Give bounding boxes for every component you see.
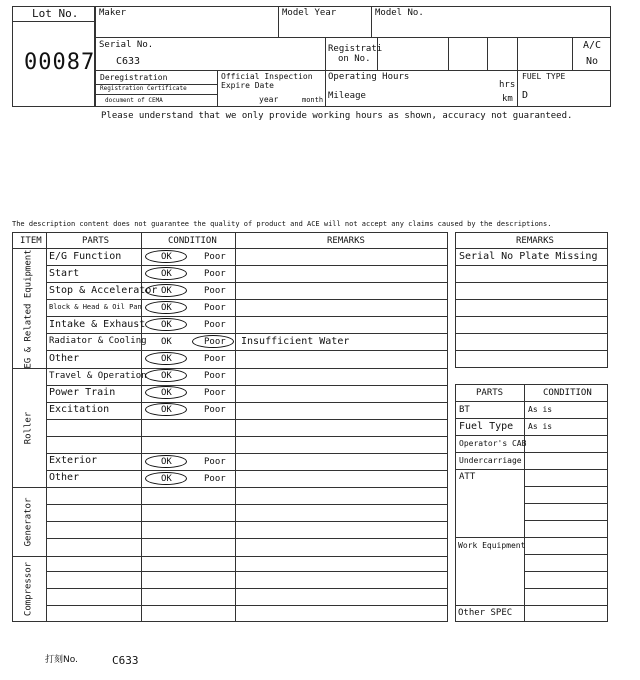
- ok-label: OK: [161, 337, 172, 347]
- poor-label: Poor: [204, 252, 226, 262]
- maker-label: Maker: [99, 8, 127, 18]
- condition-header: CONDITION: [543, 388, 592, 398]
- fuel-type-part-value: As is: [528, 422, 553, 431]
- ok-label: OK: [161, 371, 172, 381]
- serial-no-label: Serial No.: [99, 40, 154, 50]
- ok-label: OK: [161, 388, 172, 398]
- fuel-type-label: FUEL TYPE: [522, 72, 566, 81]
- inspection-label-2: Expire Date: [221, 81, 274, 90]
- ok-label: OK: [161, 320, 172, 330]
- section-label-generator: Generator: [23, 497, 34, 547]
- mileage-label: Mileage: [328, 91, 366, 101]
- work-equipment-label: Work Equipment: [458, 541, 526, 550]
- fuel-type-part-label: Fuel Type: [459, 421, 514, 432]
- ok-label: OK: [161, 405, 172, 415]
- cema-label: document of CEMA: [105, 97, 163, 104]
- parts-header: PARTS: [476, 388, 504, 398]
- poor-label: Poor: [204, 303, 226, 313]
- ok-label: OK: [161, 474, 172, 484]
- ac-label: A/C: [583, 40, 602, 51]
- part-label: Other: [49, 472, 80, 483]
- part-label: Excitation: [49, 404, 110, 415]
- part-label: Radiator & Cooling: [49, 336, 147, 346]
- stamp-no-label: 打刻No.: [45, 655, 78, 665]
- inspection-label-1: Official Inspection: [221, 72, 313, 81]
- poor-label: Poor: [204, 371, 226, 381]
- part-label: E/G Function: [49, 251, 122, 262]
- ok-label: OK: [161, 269, 172, 279]
- month-label: month: [302, 96, 324, 104]
- model-year-label: Model Year: [282, 8, 337, 18]
- poor-label: Poor: [204, 474, 226, 484]
- poor-label: Poor: [204, 320, 226, 330]
- fuel-type-value: D: [522, 90, 529, 101]
- poor-label: Poor: [204, 405, 226, 415]
- deregistration-label: Deregistration: [100, 73, 168, 82]
- poor-label: Poor: [204, 269, 226, 279]
- model-no-label: Model No.: [375, 8, 424, 18]
- col-header-condition: CONDITION: [168, 236, 217, 246]
- registration-label-2: on No.: [338, 54, 371, 64]
- section-label-roller: Roller: [23, 411, 34, 445]
- part-label: Power Train: [49, 387, 116, 398]
- section-label-compressor: Compressor: [23, 561, 34, 617]
- year-label: year: [259, 95, 279, 104]
- poor-label: Poor: [204, 388, 226, 398]
- poor-label: Poor: [204, 354, 226, 364]
- registration-certificate-label: Registration Certificate: [100, 85, 187, 92]
- serial-no-value: C633: [116, 56, 141, 67]
- ac-value: No: [586, 56, 599, 67]
- col-header-item: ITEM: [20, 236, 42, 246]
- ok-label: OK: [161, 354, 172, 364]
- lot-no-label: Lot No.: [32, 7, 79, 20]
- part-label: Stop & Accelerator: [49, 285, 158, 296]
- disclaimer: The description content does not guarantee the quality of product and ACE will not accept any claims caused by the descriptions.: [12, 220, 552, 228]
- remark-text: Serial No Plate Missing: [459, 251, 598, 262]
- km-label: km: [502, 94, 513, 104]
- hrs-label: hrs: [499, 80, 516, 90]
- ok-label: OK: [161, 286, 172, 296]
- bt-value: As is: [528, 405, 553, 414]
- operator-cab-label: Operator's CAB: [459, 439, 527, 448]
- col-header-remarks: REMARKS: [327, 236, 365, 246]
- poor-label: Poor: [204, 457, 226, 467]
- section-label-eg: EG & Related Equipment: [23, 249, 34, 369]
- poor-label: Poor: [204, 337, 226, 347]
- part-label: Exterior: [49, 455, 98, 466]
- part-label: Other: [49, 353, 80, 364]
- ok-label: OK: [161, 252, 172, 262]
- other-spec-label: Other SPEC: [458, 608, 513, 618]
- remark-text: Insufficient Water: [241, 336, 350, 347]
- poor-label: Poor: [204, 286, 226, 296]
- registration-label-1: Registrati: [328, 44, 383, 54]
- part-label: Start: [49, 268, 80, 279]
- hours-notice: Please understand that we only provide working hours as shown, accuracy not guaranteed.: [101, 111, 573, 121]
- lot-no-value: 00087: [24, 50, 96, 75]
- part-label: Block & Head & Oil Pan: [49, 303, 142, 311]
- part-label: Travel & Operation: [49, 371, 147, 381]
- bt-label: BT: [459, 405, 470, 415]
- ok-label: OK: [161, 303, 172, 313]
- undercarriage-label: Undercarriage: [459, 456, 522, 465]
- part-label: Intake & Exhaust: [49, 319, 146, 330]
- ok-label: OK: [161, 457, 172, 467]
- stamp-no-value: C633: [112, 654, 139, 667]
- col-header-parts: PARTS: [82, 236, 110, 246]
- remarks-header: REMARKS: [516, 236, 554, 246]
- operating-hours-label: Operating Hours: [328, 72, 410, 82]
- att-label: ATT: [459, 472, 476, 482]
